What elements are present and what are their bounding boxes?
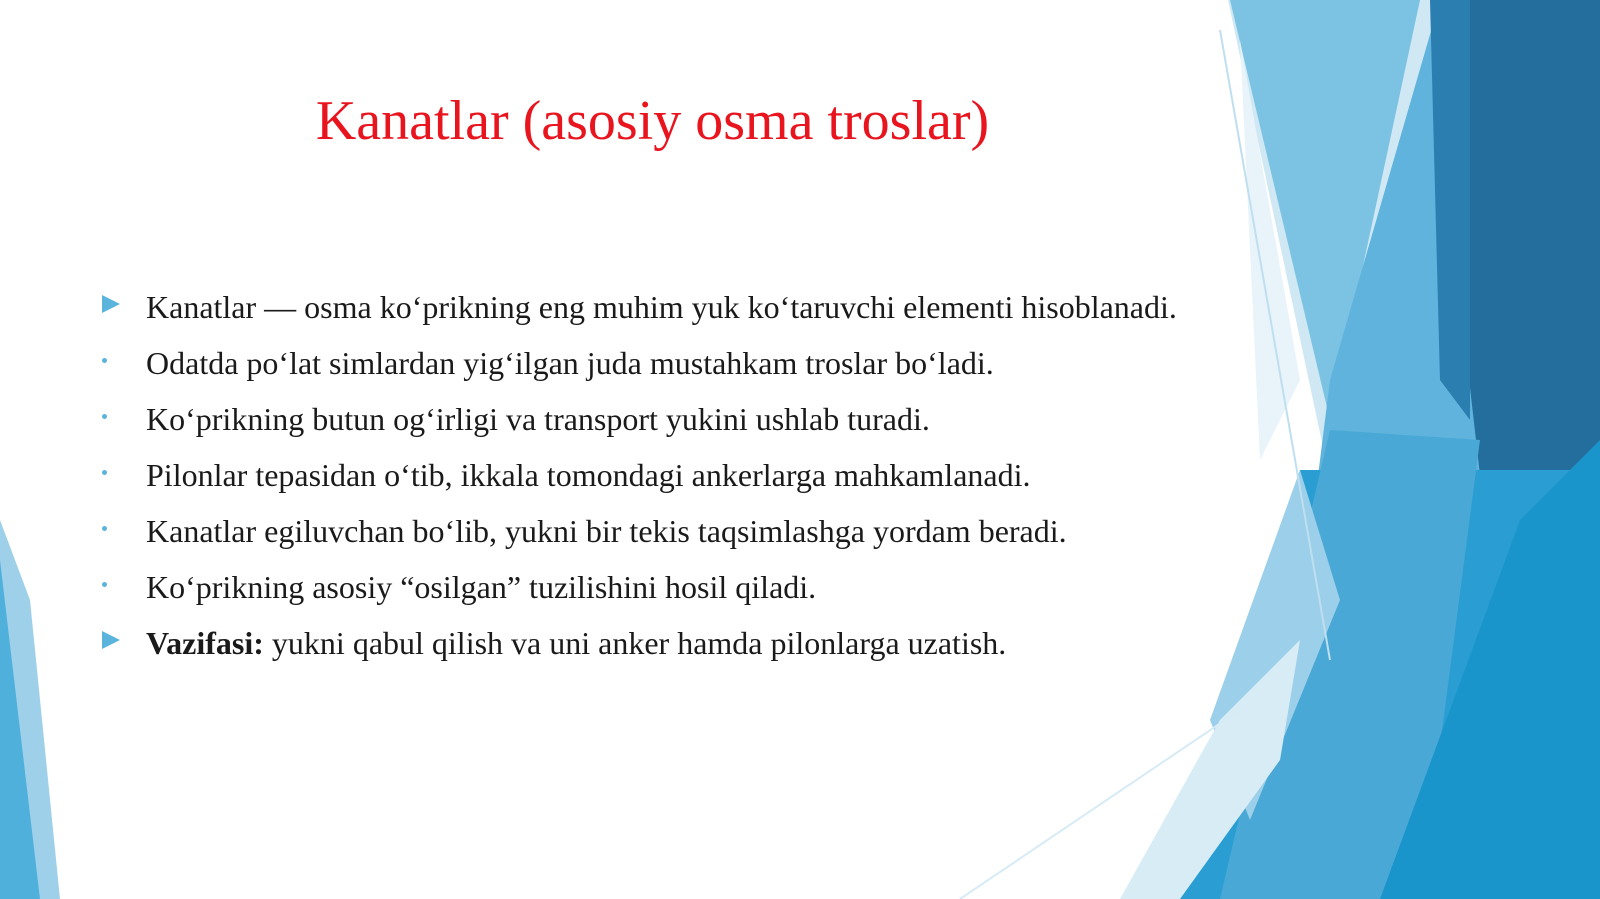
bullet-item	[100, 455, 1204, 495]
dot-bullet-icon	[102, 414, 107, 419]
bullet-list	[100, 287, 1204, 679]
bullet-text: Pilonlar tepasidan o‘tib, ikkala tomondagi ankerlarga mahkamlanadi.	[146, 457, 1031, 493]
slide-title: Kanatlar (asosiy osma troslar)	[315, 90, 990, 152]
dot-bullet-icon	[102, 470, 107, 475]
bullet-item	[100, 623, 1204, 663]
dot-bullet-icon	[102, 526, 107, 531]
arrow-bullet-icon	[102, 631, 120, 649]
arrow-bullet-icon	[102, 295, 120, 313]
bullet-text: yukni qabul qilish va uni anker hamda pilonlarga uzatish.	[263, 625, 1007, 661]
bullet-item	[100, 343, 1204, 383]
bullet-text: Kanatlar egiluvchan bo‘lib, yukni bir tekis taqsimlashga yordam beradi.	[146, 513, 1067, 549]
bullet-text: Ko‘prikning asosiy “osilgan” tuzilishini hosil qiladi.	[146, 569, 817, 605]
bullet-item	[100, 399, 1204, 439]
dot-bullet-icon	[102, 358, 107, 363]
bullet-item	[100, 511, 1204, 551]
bullet-item	[100, 567, 1204, 607]
bullet-item	[100, 287, 1204, 327]
bullet-text: Odatda po‘lat simlardan yig‘ilgan juda mustahkam troslar bo‘ladi.	[146, 345, 994, 381]
bullet-bold-prefix: Vazifasi:	[146, 625, 264, 661]
bullet-text: Kanatlar — osma ko‘prikning eng muhim yuk ko‘taruvchi elementi hisoblanadi.	[146, 289, 1177, 325]
dot-bullet-icon	[102, 582, 107, 587]
bullet-text: Ko‘prikning butun og‘irligi va transport yukini ushlab turadi.	[146, 401, 930, 437]
